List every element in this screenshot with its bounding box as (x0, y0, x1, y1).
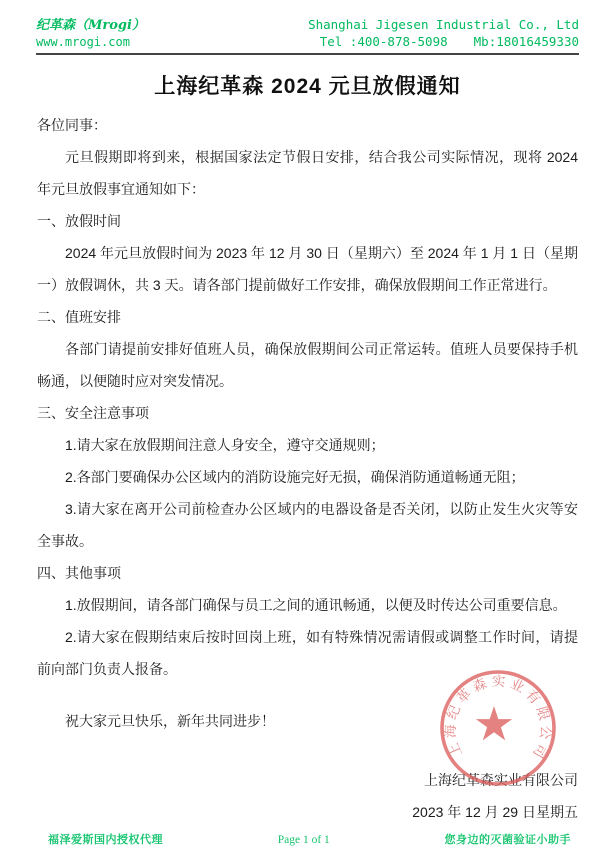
page-number: Page 1 of 1 (277, 834, 330, 846)
section-item: 1.请大家在放假期间注意人身安全，遵守交通规则； (65, 437, 385, 453)
footer-right-slogan: 您身边的灭菌验证小助手 (444, 834, 571, 846)
page-footer (48, 831, 571, 847)
header-left (36, 17, 145, 50)
document-body (37, 109, 578, 828)
section-heading: 二、值班安排 (37, 309, 121, 325)
seal-arc-text: 上海纪革森实业有限公司 (442, 673, 554, 765)
header-right (308, 16, 579, 50)
page-header (36, 16, 579, 55)
section-heading: 三、安全注意事项 (37, 405, 149, 421)
signature-company: 上海纪革森实业有限公司 (424, 772, 578, 788)
signature-block (37, 764, 578, 828)
section-item: 2.各部门要确保办公区域内的消防设施完好无损，确保消防通道畅通无阻； (65, 469, 525, 485)
intro-paragraph: 元旦假期即将到来，根据国家法定节假日安排，结合我公司实际情况，现将 2024 年元旦放假事宜通知如下： (37, 149, 578, 197)
closing-wish: 祝大家元旦快乐，新年共同进步！ (65, 713, 275, 729)
section-paragraph: 2024 年元旦放假时间为 2023 年 12 月 30 日（星期六）至 2024 年 1 月 1 日（星期一）放假调休，共 3 天。请各部门提前做好工作安排，确保放假期间工作正常进行。 (37, 245, 578, 293)
section-item: 1.放假期间，请各部门确保与员工之间的通讯畅通，以便及时传达公司重要信息。 (65, 597, 567, 613)
signature-date: 2023 年 12 月 29 日星期五 (412, 804, 578, 820)
section-holiday-time (37, 205, 578, 301)
document-title: 上海纪革森 2024 元旦放假通知 (154, 75, 461, 98)
brand-name: 纪革森（Mrogi） (36, 18, 145, 33)
salutation: 各位同事： (37, 117, 107, 133)
section-heading: 四、其他事项 (37, 565, 121, 581)
mobile-number: Mb:18016459330 (473, 34, 579, 49)
tel-number: Tel :400-878-5098 (319, 34, 448, 49)
section-safety-notes (37, 397, 578, 557)
section-item: 2.请大家在假期结束后按时回岗上班，如有特殊情况需请假或调整工作时间，请提前向部门负责人报备。 (37, 629, 578, 677)
brand-website: www.mrogi.com (36, 35, 130, 49)
footer-left-slogan: 福泽爱斯国内授权代理 (48, 834, 163, 846)
section-paragraph: 各部门请提前安排好值班人员，确保放假期间公司正常运转。值班人员要保持手机畅通，以便随时应对突发情况。 (37, 341, 578, 389)
section-item: 3.请大家在离开公司前检查办公区域内的电器设备是否关闭，以防止发生火灾等安全事故。 (37, 501, 578, 549)
section-other-matters (37, 557, 578, 685)
section-duty-arrangement (37, 301, 578, 397)
contact-line (308, 33, 579, 50)
company-name-en: Shanghai Jigesen Industrial Co., Ltd (308, 17, 579, 32)
section-heading: 一、放假时间 (37, 213, 121, 229)
